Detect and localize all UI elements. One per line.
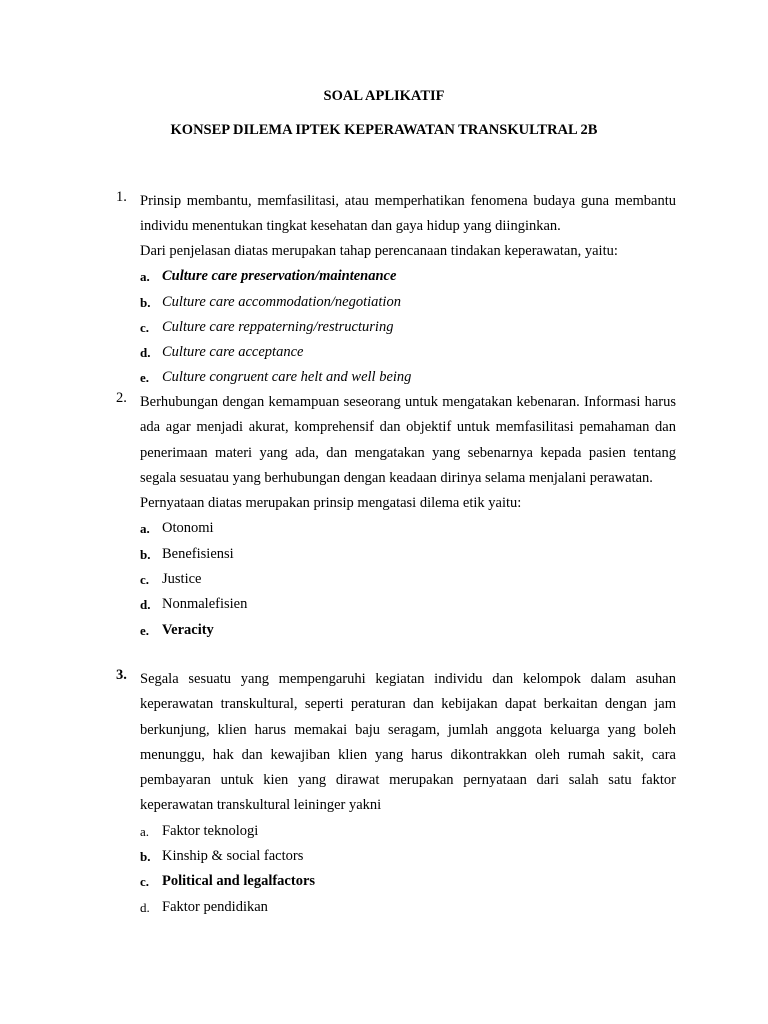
option-text: Culture congruent care helt and well being [162,369,412,386]
option-letter: e. [140,622,150,638]
question-3 [116,667,676,920]
option-letter: c. [140,572,150,588]
option-c[interactable] [140,567,676,592]
option-letter: a. [140,521,150,537]
option-b[interactable] [140,542,676,567]
option-letter: d. [140,597,151,613]
option-text: Culture care accommodation/negotiation [162,293,401,310]
option-letter: b. [140,294,151,310]
question-number: 3. [116,667,127,683]
document-title: SOAL APLIKATIF [323,88,445,104]
option-letter: e. [140,370,150,386]
option-text: Veracity [162,621,214,638]
option-text: Benefisiensi [162,545,234,562]
option-text: Culture care preservation/maintenance [162,268,397,285]
option-letter: d. [140,899,150,915]
question-text: Berhubungan dengan kemampuan seseorang untuk mengatakan kebenaran. Informasi harus ada agar menjadi akurat, komprehensif dan objektif untuk memfasilitasi pemahaman dan penerimaan materi yang ada, dan mengatakan yang sebenarnya kepada pasien tentang segala sesuatau yang berhubungan dengan keadaan dirinya selama menjalani perawatan. [140,394,676,486]
option-d[interactable] [140,340,676,365]
option-letter: b. [140,849,151,865]
question-prompt: Pernyataan diatas merupakan prinsip mengatasi dilema etik yaitu: [140,495,522,512]
option-letter: d. [140,345,151,361]
option-text: Faktor pendidikan [162,898,268,915]
option-text: Kinship & social factors [162,848,304,865]
option-e[interactable] [140,365,676,390]
question-number: 2. [116,390,127,406]
question-prompt: Dari penjelasan diatas merupakan tahap perencanaan tindakan keperawatan, yaitu: [140,243,618,259]
option-text: Faktor teknologi [162,822,259,839]
option-letter: c. [140,874,150,890]
option-text: Nonmalefisien [162,596,248,613]
option-text: Justice [162,571,202,588]
option-a[interactable] [140,516,676,541]
option-text: Political and legalfactors [162,873,316,890]
option-b[interactable] [140,290,676,315]
question-text: Segala sesuatu yang mempengaruhi kegiatan individu dan kelompok dalam asuhan keperawatan transkultural, seperti peraturan dan kebijakan dapat berkaitan dengan jam berkunjung, klien harus memakai baju seragam, jumlah anggota keluarga yang boleh menunggu, hak dan kewajiban klien yang harus dikontrakkan oleh rumah sakit, cara pembayaran untuk kien yang dirawat merupakan pernyataan dari salah satu faktor keperawatan transkultural leininger yakni [140,671,676,814]
option-letter: a. [140,823,150,839]
option-letter: b. [140,546,151,562]
option-list [140,264,676,390]
option-list [140,819,676,920]
option-d[interactable] [140,592,676,617]
question-1 [116,189,676,391]
option-text: Otonomi [162,520,214,537]
option-c[interactable] [140,869,676,894]
option-c[interactable] [140,315,676,340]
option-list [140,516,676,642]
option-letter: c. [140,319,150,335]
question-text: Prinsip membantu, memfasilitasi, atau memperhatikan fenomena budaya guna membantu individu menentukan tingkat kesehatan dan gaya hidup yang diinginkan. [140,193,676,234]
document-subtitle: KONSEP DILEMA IPTEK KEPERAWATAN TRANSKULTRAL 2B [170,122,598,138]
option-letter: a. [140,269,150,285]
option-a[interactable] [140,264,676,289]
question-2 [116,390,676,643]
option-text: Culture care reppaterning/restructuring [162,318,394,335]
option-e[interactable] [140,618,676,643]
option-d[interactable] [140,895,676,920]
question-number: 1. [116,189,127,205]
option-b[interactable] [140,844,676,869]
option-text: Culture care acceptance [162,344,304,361]
option-a[interactable] [140,819,676,844]
